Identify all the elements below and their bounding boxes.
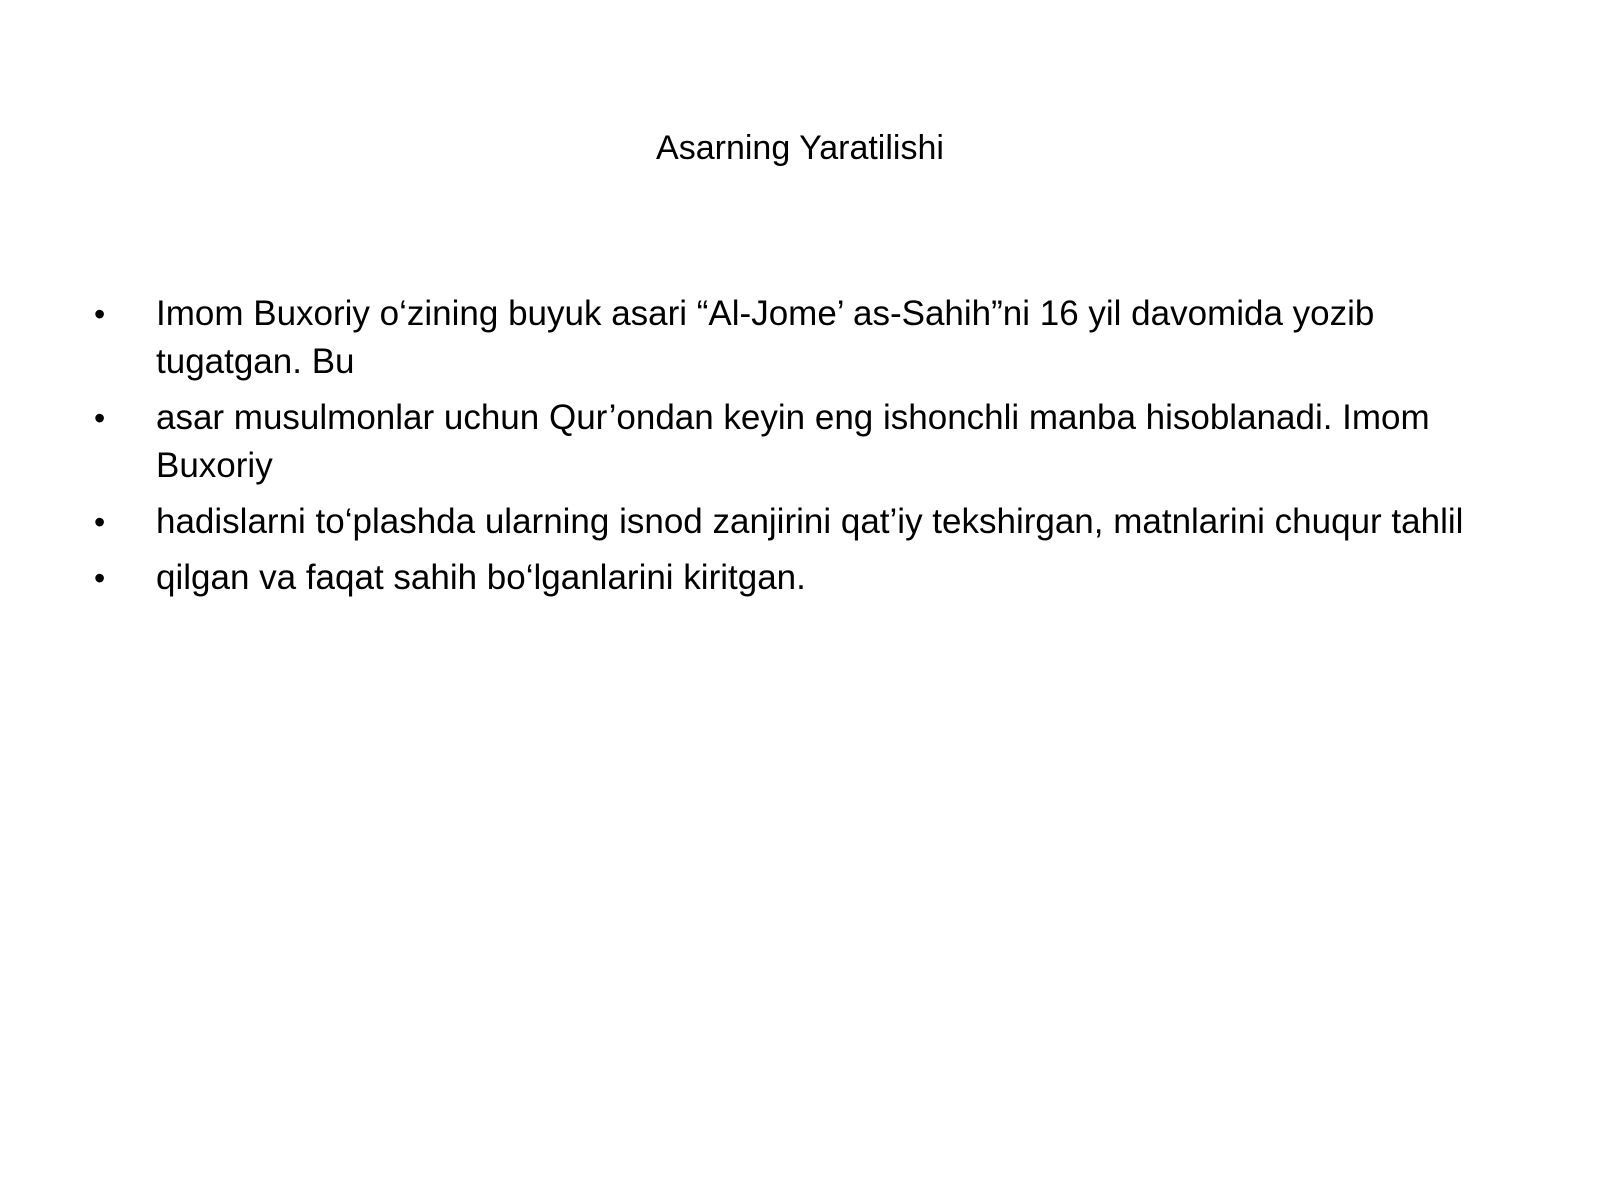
slide-title: Asarning Yaratilishi <box>656 129 944 167</box>
bullet-text: hadislarni to‘plashda ularning isnod zanjirini qat’iy tekshirgan, matnlarini chuqur tahlil <box>156 502 1464 541</box>
bullet-text: Imom Buxoriy o‘zining buyuk asari “Al-Jome’ as-Sahih”ni 16 yil davomida yozib tugatgan. Bu <box>156 294 1375 381</box>
bullet-icon: • <box>94 504 106 540</box>
bullet-icon: • <box>94 400 106 436</box>
bullet-item-1 <box>88 290 1528 386</box>
bullet-text: qilgan va faqat sahih bo‘lganlarini kiritgan. <box>156 558 806 597</box>
bullet-text: asar musulmonlar uchun Qur’ondan keyin eng ishonchli manba hisoblanadi. Imom Buxoriy <box>156 398 1430 485</box>
bullet-item-4 <box>88 554 1528 602</box>
bullet-icon: • <box>94 560 106 596</box>
bullet-icon: • <box>94 296 106 332</box>
bullet-item-3 <box>88 498 1528 546</box>
bullet-item-2 <box>88 394 1528 490</box>
bullet-list <box>88 290 1528 610</box>
